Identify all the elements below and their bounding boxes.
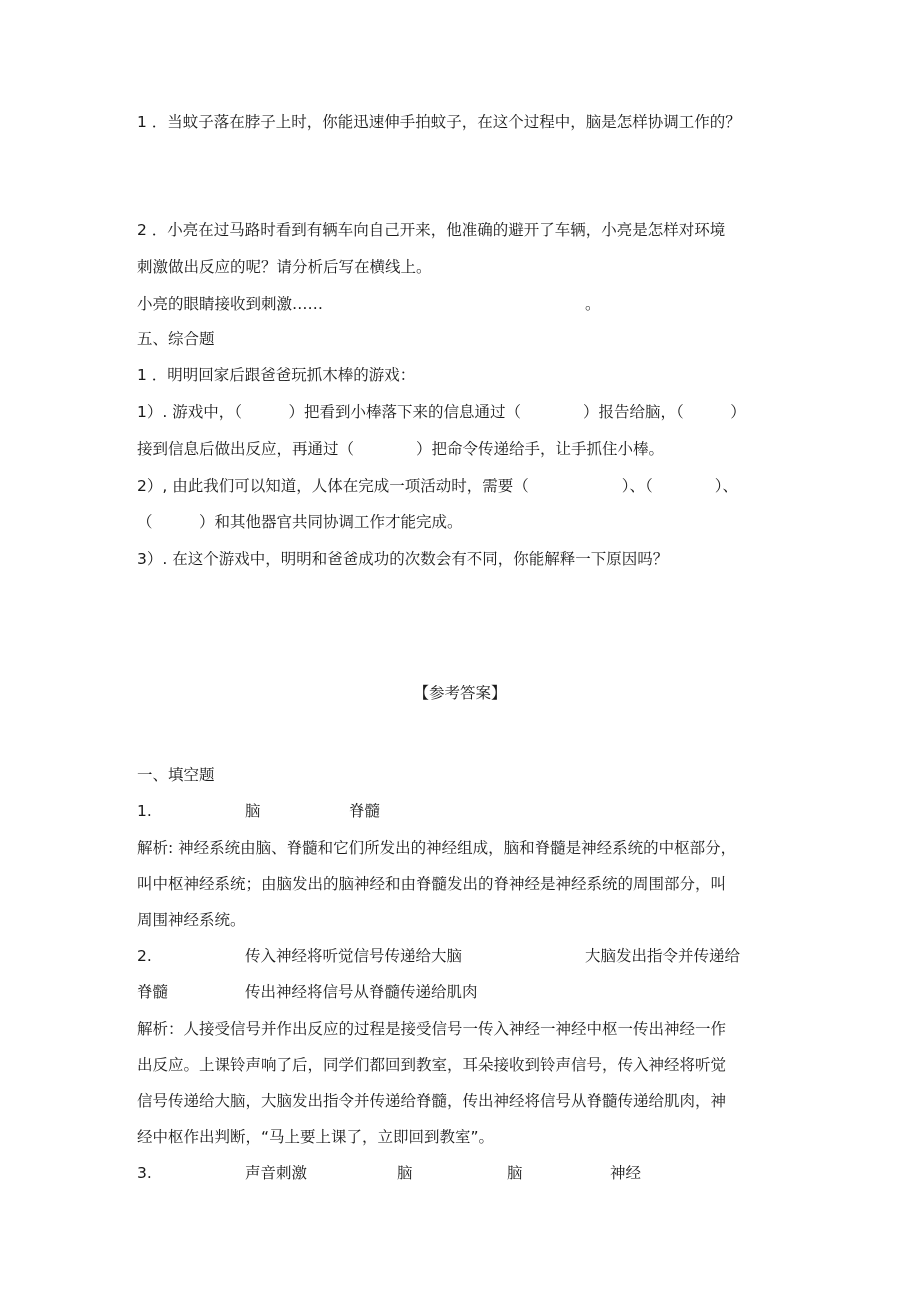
answer-2-explanation-2: 出反应。上课铃声响了后，同学们都回到教室，耳朵接收到铃声信号，传入神经将听觉 [137,1056,727,1074]
section-5-question-1: 1 ．明明回家后跟爸爸玩抓木棒的游戏： [137,366,416,384]
answer-1-explanation-2: 叫中枢神经系统；由脑发出的脑神经和由脊髓发出的脊神经是神经系统的周围部分，叫 [137,875,727,893]
question-1: 1 ．当蚊子落在脖子上时，你能迅速伸手拍蚊子，在这个过程中，脑是怎样协调工作的？ [137,113,741,131]
part-1-line-2: 接到信息后做出反应，再通过（ ）把命令传递给手，让手抓住小棒。 [137,440,665,458]
answer-1-value-2: 脊髓 [349,802,381,820]
answer-3-number: 3. [137,1164,152,1182]
answer-2-explanation-4: 经中枢作出判断，“马上要上课了，立即回到教室”。 [137,1128,495,1146]
answer-2-explanation-1: 解析：人接受信号并作出反应的过程是接受信号一传入神经一神经中枢一传出神经一作 [137,1020,727,1038]
answer-1-number: 1. [137,802,152,820]
answer-3-value-1: 声音刺激 [245,1164,308,1182]
question-2-line-2: 刺激做出反应的呢？请分析后写在横线上。 [137,258,432,276]
answer-3-value-2: 脑 [397,1164,413,1182]
question-2-end: 。 [585,295,601,313]
part-1-line-1: 1）. 游戏中，（ ）把看到小棒落下来的信息通过（ ）报告给脑，（ ） [137,403,746,421]
answer-2-value-4: 传出神经将信号从脊髓传递给肌肉 [245,983,478,1001]
part-2-line-1: 2）, 由此我们可以知道，人体在完成一项活动时，需要（ ）、（ ）、 [137,477,738,495]
answers-heading: 【参考答案】 [413,684,507,702]
answer-1-explanation-1: 解析: 神经系统由脑、脊髓和它们所发出的神经组成，脑和脊髓是神经系统的中枢部分， [137,839,737,857]
question-2-line-1: 2 ．小亮在过马路时看到有辆车向自己开来，他准确的避开了车辆，小亮是怎样对环境 [137,221,726,239]
answer-3-value-4: 神经 [610,1164,642,1182]
answer-2-value-1: 传入神经将听觉信号传递给大脑 [245,947,463,965]
answer-1-value-1: 脑 [245,802,261,820]
question-2-prompt: 小亮的眼睛接收到刺激…… [137,295,324,313]
answer-2-explanation-3: 信号传递给大脑，大脑发出指令并传递给脊髓，传出神经将信号从脊髓传递给肌肉，神 [137,1092,727,1110]
answer-1-explanation-3: 周围神经系统。 [137,911,246,929]
part-2-line-2: （ ）和其他器官共同协调工作才能完成。 [137,513,463,531]
section-5-title: 五、综合题 [137,330,215,348]
answer-2-value-2: 大脑发出指令并传递给 [585,947,741,965]
part-3: 3）. 在这个游戏中，明明和爸爸成功的次数会有不同，你能解释一下原因吗？ [137,550,669,568]
answer-2-number: 2. [137,947,152,965]
answers-section-1: 一、填空题 [137,766,215,784]
answer-3-value-3: 脑 [507,1164,523,1182]
answer-2-value-3: 脊髓 [137,983,169,1001]
